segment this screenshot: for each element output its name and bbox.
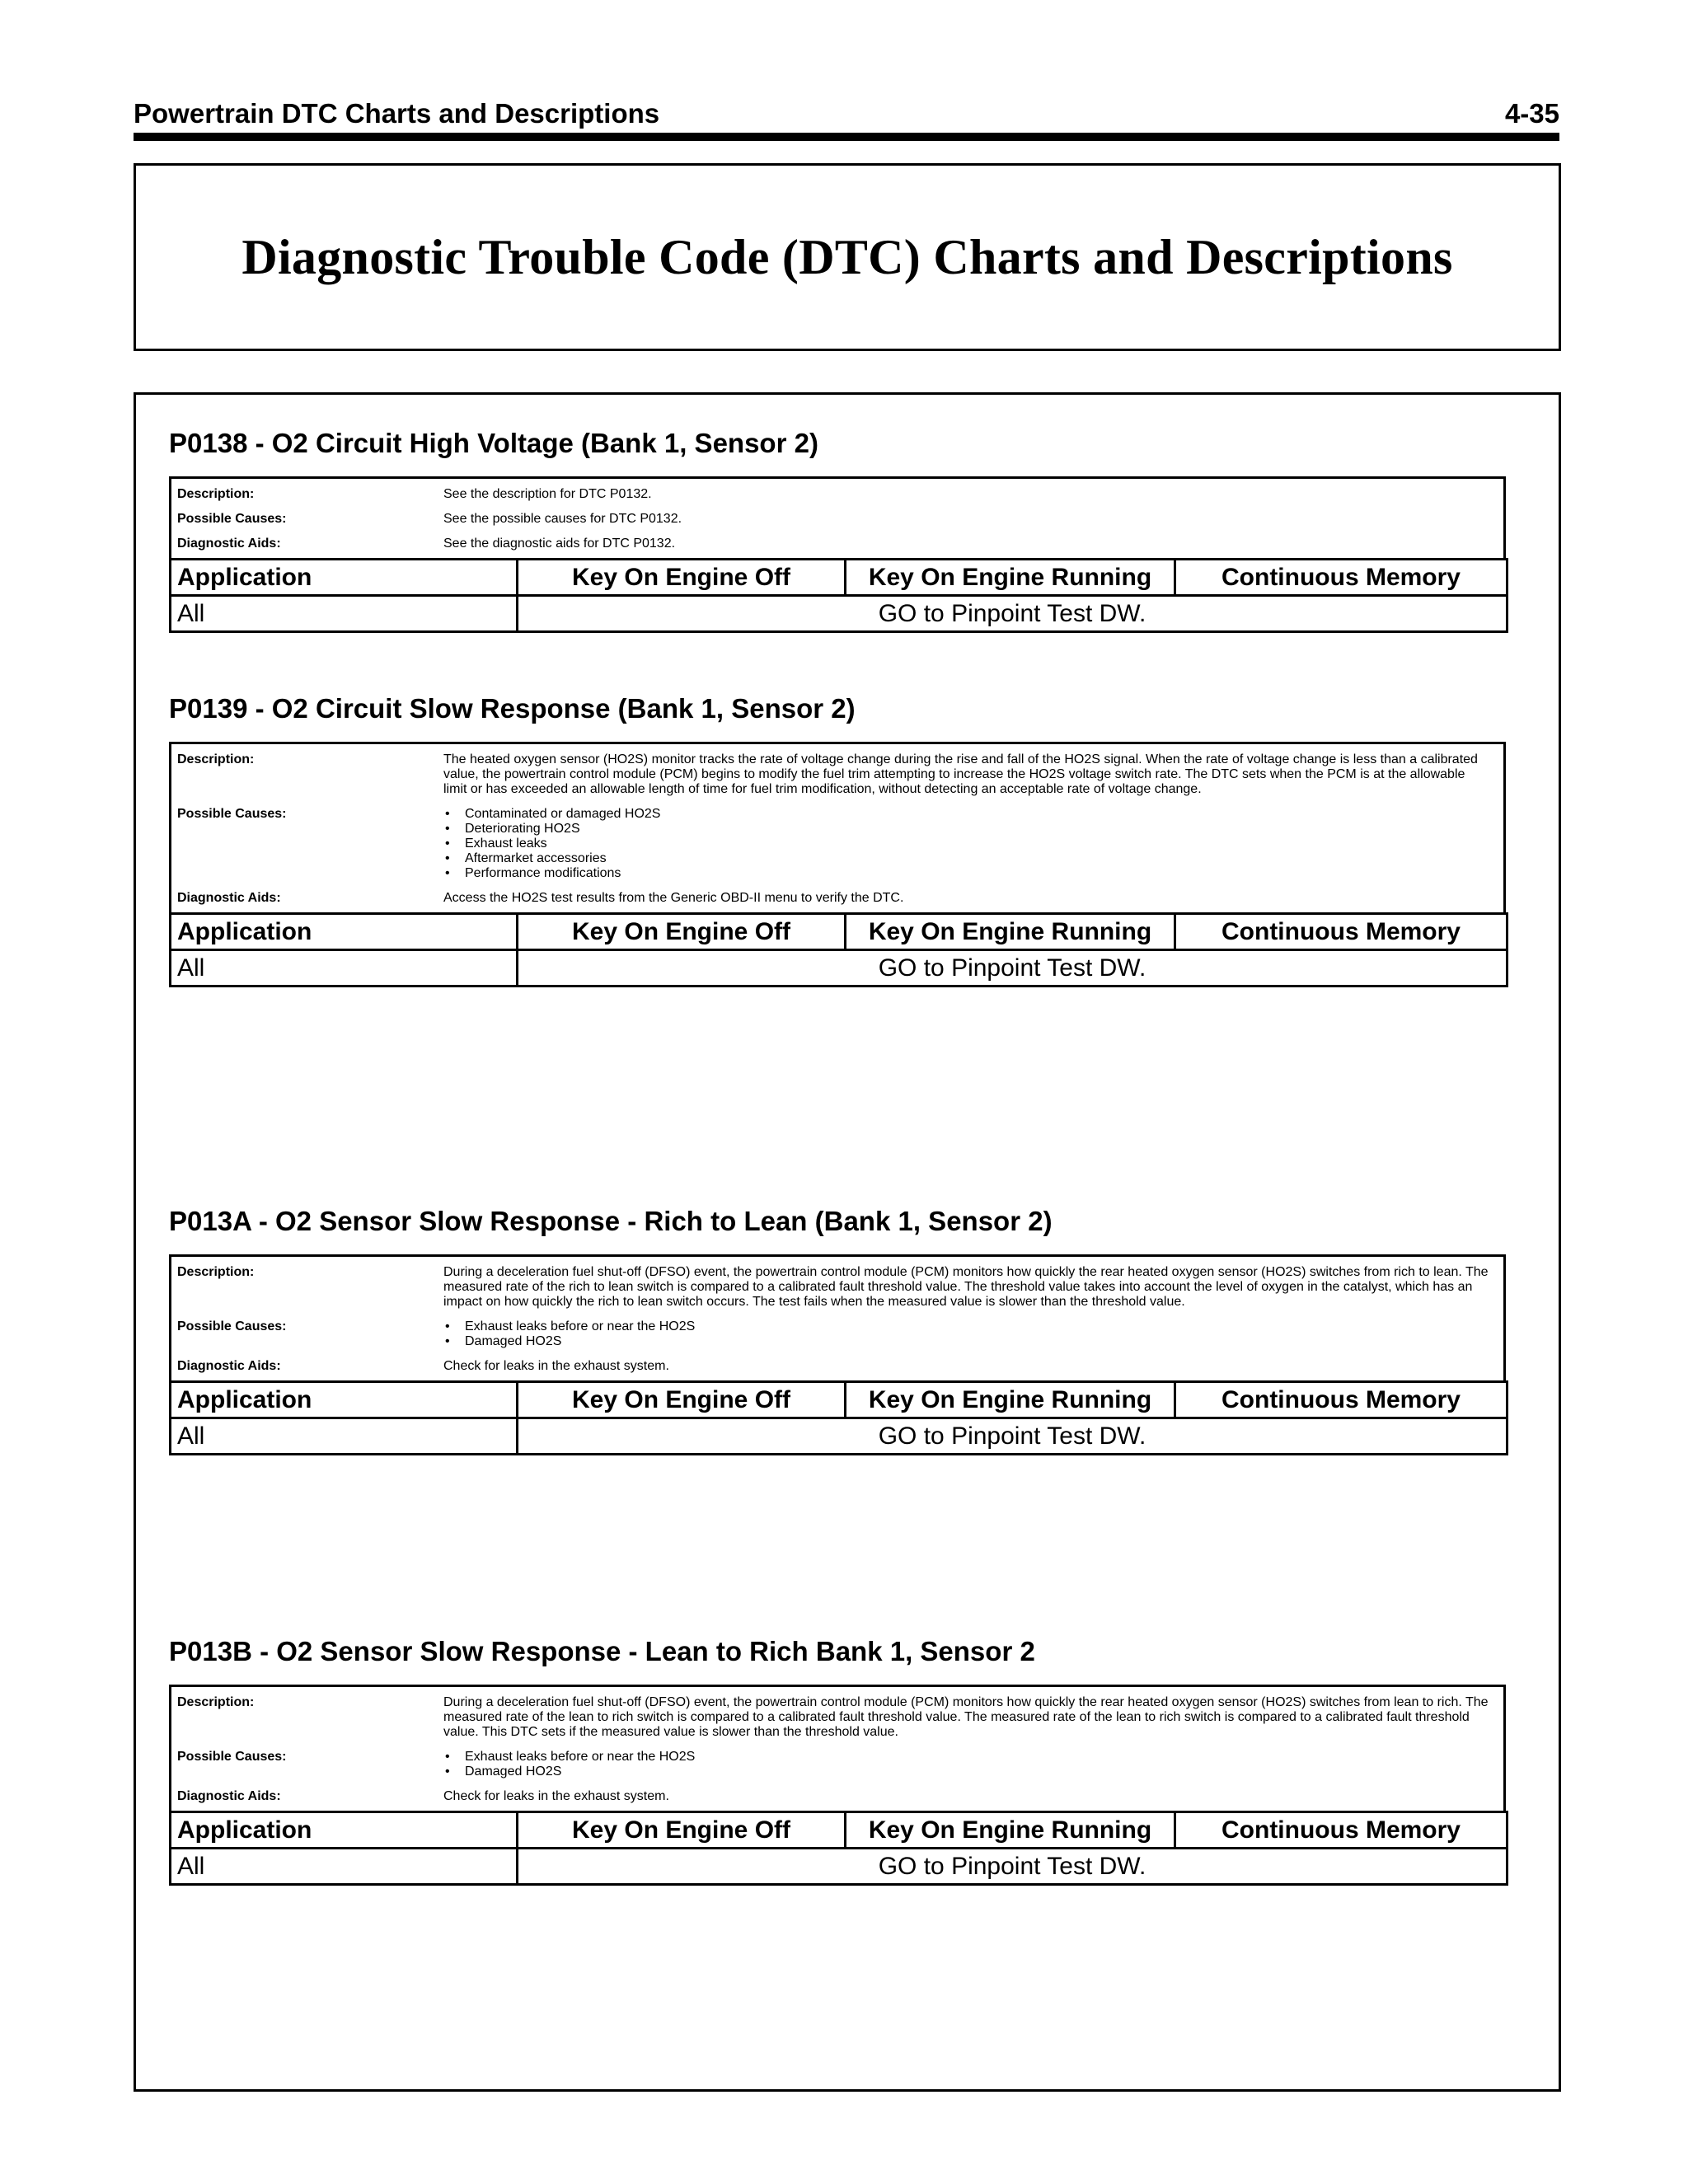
diagnostic-aids-label: Diagnostic Aids: [177,1359,281,1373]
page-title-box [134,163,1561,351]
possible-causes-row [171,807,1503,881]
continuous-memory-header: Continuous Memory [1175,914,1507,950]
list-item: • Deteriorating HO2S [443,822,1492,837]
dtc-section-p013b [169,1635,1506,1886]
application-table [169,912,1508,987]
koer-header: Key On Engine Running [846,1382,1175,1418]
dtc-section-p0138 [169,427,1506,633]
koer-header: Key On Engine Running [846,914,1175,950]
pinpoint-test-cell: GO to Pinpoint Test DW. [518,596,1507,632]
diagnostic-aids-label: Diagnostic Aids: [177,1789,281,1803]
application-header: Application [171,1812,518,1849]
application-cell: All [171,1418,518,1455]
list-item: • Performance modifications [443,866,1492,881]
list-item: • Exhaust leaks before or near the HO2S [443,1319,1492,1334]
description-text: During a deceleration fuel shut-off (DFSO) event, the powertrain control module (PCM) monitors how quickly the rear heated oxygen sensor (HO2S) switches from rich to lean. The measured rate of the rich to lean switch is compared to a calibrated fault threshold value. The threshold value takes into account the level of oxygen in the catalyst, which has an impact on how quickly the rich to lean switch occurs. The test fails when the measured value is slower than the threshold value. [443,1265,1489,1309]
description-label: Description: [177,752,255,766]
diagnostic-aids-text: Access the HO2S test results from the Generic OBD-II menu to verify the DTC. [443,891,904,905]
list-item: • Damaged HO2S [443,1334,1492,1349]
page-title: Diagnostic Trouble Code (DTC) Charts and Descriptions [241,229,1453,284]
possible-causes-text: See the possible causes for DTC P0132. [443,512,682,526]
koeo-header: Key On Engine Off [518,560,846,596]
dtc-title: P0138 - O2 Circuit High Voltage (Bank 1, Sensor 2) [169,428,818,458]
description-text: The heated oxygen sensor (HO2S) monitor tracks the rate of voltage change during the rise and fall of the HO2S signal. When the rate of voltage change is less than a calibrated value, the powertrain control module (PCM) begins to modify the fuel trim attempting to increase the HO2S voltage switch rate. The DTC sets when the PCM is at the allowable limit or has exceeded an allowable length of time for fuel trim modification, without detecting an acceptable rate of voltage change. [443,752,1478,796]
diagnostic-aids-row [171,1789,1503,1804]
pinpoint-test-cell: GO to Pinpoint Test DW. [518,1849,1507,1885]
continuous-memory-header: Continuous Memory [1175,1812,1507,1849]
dtc-info-block [169,1254,1506,1380]
dtc-title: P013B - O2 Sensor Slow Response - Lean to Rich Bank 1, Sensor 2 [169,1636,1035,1666]
dtc-title: P013A - O2 Sensor Slow Response - Rich to Lean (Bank 1, Sensor 2) [169,1206,1053,1236]
diagnostic-aids-label: Diagnostic Aids: [177,537,281,551]
table-row [171,1418,1507,1455]
application-header: Application [171,560,518,596]
table-row [171,1849,1507,1885]
pinpoint-test-cell: GO to Pinpoint Test DW. [518,1418,1507,1455]
application-header: Application [171,1382,518,1418]
possible-causes-label: Possible Causes: [177,1319,287,1333]
list-item: • Exhaust leaks before or near the HO2S [443,1750,1492,1765]
dtc-info-block [169,1685,1506,1811]
possible-causes-label: Possible Causes: [177,807,287,821]
list-item: • Aftermarket accessories [443,851,1492,866]
possible-causes-row [171,512,1503,527]
pinpoint-test-cell: GO to Pinpoint Test DW. [518,950,1507,987]
koeo-header: Key On Engine Off [518,1382,846,1418]
description-row [171,1265,1503,1310]
diagnostic-aids-text: Check for leaks in the exhaust system. [443,1789,669,1803]
diagnostic-aids-row [171,537,1503,551]
table-row [171,596,1507,632]
page-number: 4-35 [1504,98,1559,129]
description-label: Description: [177,1695,255,1709]
application-cell: All [171,950,518,987]
list-item: • Exhaust leaks [443,837,1492,851]
application-header: Application [171,914,518,950]
dtc-section-p013a [169,1205,1506,1455]
dtc-section-p0139 [169,692,1506,987]
description-row [171,1695,1503,1740]
list-item: • Damaged HO2S [443,1765,1492,1779]
diagnostic-aids-label: Diagnostic Aids: [177,891,281,905]
running-header [134,97,1559,130]
dtc-info-block [169,742,1506,912]
koeo-header: Key On Engine Off [518,914,846,950]
dtc-title: P0139 - O2 Circuit Slow Response (Bank 1, Sensor 2) [169,693,856,724]
list-item: • Contaminated or damaged HO2S [443,807,1492,822]
koer-header: Key On Engine Running [846,1812,1175,1849]
possible-causes-list [443,807,1503,881]
description-row [171,487,1503,502]
description-text: See the description for DTC P0132. [443,487,652,501]
description-label: Description: [177,1265,255,1279]
application-cell: All [171,596,518,632]
section-title: Powertrain DTC Charts and Descriptions [134,98,660,129]
description-row [171,752,1503,797]
continuous-memory-header: Continuous Memory [1175,560,1507,596]
possible-causes-row [171,1319,1503,1349]
dtc-info-block [169,476,1506,558]
application-cell: All [171,1849,518,1885]
description-text: During a deceleration fuel shut-off (DFSO) event, the powertrain control module (PCM) monitors how quickly the rear heated oxygen sensor (HO2S) switches from lean to rich. The measured rate of the lean to rich switch is compared to a calibrated fault threshold value. The measured rate of the lean to rich switch is compared to a calibrated fault threshold value. This DTC sets if the measured value is slower than the threshold value. [443,1695,1489,1739]
continuous-memory-header: Continuous Memory [1175,1382,1507,1418]
possible-causes-list [443,1750,1503,1779]
application-table [169,1380,1508,1455]
possible-causes-list [443,1319,1503,1349]
application-table [169,1811,1508,1886]
koer-header: Key On Engine Running [846,560,1175,596]
diagnostic-aids-row [171,891,1503,906]
koeo-header: Key On Engine Off [518,1812,846,1849]
diagnostic-aids-text: Check for leaks in the exhaust system. [443,1359,669,1373]
possible-causes-row [171,1750,1503,1779]
header-rule [134,133,1559,141]
description-label: Description: [177,487,255,501]
diagnostic-aids-text: See the diagnostic aids for DTC P0132. [443,537,676,551]
dtc-content-box [134,392,1561,2092]
possible-causes-label: Possible Causes: [177,512,287,526]
application-table [169,558,1508,633]
table-row [171,950,1507,987]
diagnostic-aids-row [171,1359,1503,1374]
possible-causes-label: Possible Causes: [177,1750,287,1764]
